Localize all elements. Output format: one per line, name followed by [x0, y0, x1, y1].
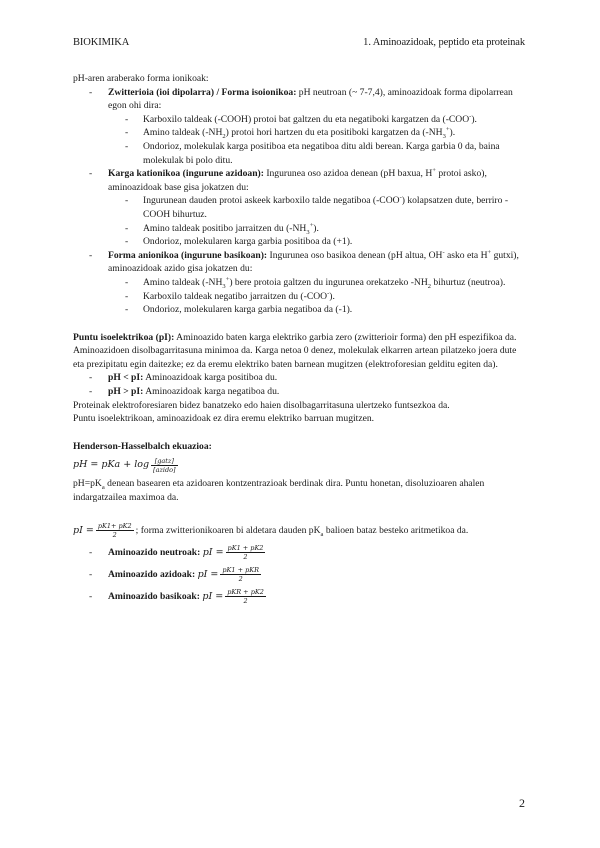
pi-note-1: Proteinak elektroforesiaren bidez banatzeko edo haien disolbagarritasuna ulertzeko funtsezkoa da. [73, 399, 450, 411]
list-item-zwitterioia: - Zwitterioia (ioi dipolarra) / Forma isoionikoa: pH neutroan (~ 7-7,4), aminoazidoak forma dipolarrean egon ohi dira: [89, 86, 513, 112]
page-number: 2 [519, 796, 525, 810]
sub-item: - Amino taldeak positibo jarraitzen du $(-NH_3^+)$. [125, 221, 319, 236]
sub-item: - Amino taldeak $(-NH_2)$ protoi hori hartzen du eta positiboki kargatzen da $(-NH_3^+)$. [125, 126, 456, 141]
sub-item: - Ondorioz, molekularen karga garbia negatiboa da (-1). [125, 304, 353, 316]
sub-item: - Karboxilo taldeak negatibo jarraitzen du (-COO-). [125, 289, 335, 302]
header-chapter: 1. Aminoazidoak, peptido eta proteinak [363, 37, 525, 48]
hh-explanation: $pH=pK_a$ denean basearen eta azidoaren kontzentrazioak berdinak dira. Puntu honetan, disoluzioaren ahalen indargatzailea maximoa da. [73, 478, 485, 504]
sub-item: - Ondorioz, molekularen karga garbia positiboa da (+1). [125, 236, 353, 248]
header-subject: BIOKIMIKA [73, 37, 130, 48]
case-basic: - Aminoazido basikoak: pI = $\frac{\text{pKR + pK2}}{2}$ [89, 587, 264, 605]
sub-item: - Amino taldeak $(-NH_3^+)$ bere protoia galtzen du ingurunea orekatzeko $-NH_2$ bihurtuz (neutroa). [125, 275, 506, 290]
zwitterioia-title: Zwitterioia (ioi dipolarra) / Forma isoionikoa: [108, 86, 297, 98]
pi-paragraph: Puntu isoelektrikoa (pI): Aminoazido baten karga elektriko garbia zero (zwitterioir forma) den pH espezifikoa da. Aminoazidoen disolbagarritasuna minimoa da. Karga netoa 0 denez, molekulak elkarren artean pilatzeko joera dute eta prezipitatu egin daitezke; ez da eremu elektriko baten barnean mugitzen (elektroforesian gelditu egiten da). [73, 331, 517, 370]
pi-formula: pI = $\frac{pK1+ pK2}{2}$ ; forma zwitterionikoaren bi aldetara dauden $pK_a$ balioen bataz besteko aritmetikoa da. [73, 521, 469, 539]
case-acidic: - Aminoazido azidoak: pI = $\frac{\text{pK1 + pKR}}{2}$ [89, 565, 260, 583]
sub-item: - Ondorioz, molekulak karga positiboa eta negatiboa ditu aldi berean. Karga garbia 0 da, baina molekulak bi polo ditu. [125, 140, 500, 166]
sub-item: - Karboxilo taldeak (-COOH) protoi bat galtzen du eta negatiboki kargatzen da (-COO-). [125, 112, 477, 125]
pi-title: Puntu isoelektrikoa (pI): [73, 331, 175, 343]
hh-equation: pH = pKa + log $\frac{\text{[gatz]}}{\text{[azido]}}$ [73, 456, 176, 474]
list-item-anionikoa: - Forma anionikoa (ingurune basikoan): Ingurunea oso basikoa denean (pH altua, OH- asko eta H+ gutxi), aminoazidoak azido gisa jokatzen du: [89, 248, 519, 275]
intro-line: pH-aren araberako forma ionikoak: [73, 73, 209, 84]
hh-title: Henderson-Hasselbalch ekuazioa: [73, 440, 212, 452]
kationikoa-title: Karga kationikoa (ingurune azidoan): [108, 168, 264, 180]
zwitterioia-text: pH neutroan (~ 7-7,4), aminoazidoak forma dipolarrean egon ohi dira: [108, 86, 513, 112]
list-item-kationikoa: - Karga kationikoa (ingurune azidoan): Ingurunea oso azidoa denean (pH baxua, H+ protoi asko), aminoazidoak base gisa jokatzen du: [89, 166, 487, 193]
list-item: - pH > pI: Aminoazidoak karga negatiboa du. [89, 386, 280, 398]
sub-item: - Ingurunean dauden protoi askeek karboxilo talde negatiboa (-COO-) kolapsatzen dute, berriro -COOH bihurtuz. [125, 194, 509, 220]
list-item: - pH < pI: Aminoazidoak karga positiboa du. [89, 372, 278, 384]
anionikoa-title: Forma anionikoa (ingurune basikoan): [108, 249, 268, 261]
case-neutral: - Aminoazido neutroak: pI = $\frac{pK1 + pK2}{2}$ [89, 543, 264, 561]
pi-note-2: Puntu isoelektrikoan, aminoazidoak ez dira eremu elektriko barruan mugitzen. [73, 413, 375, 425]
page-content [73, 72, 527, 609]
